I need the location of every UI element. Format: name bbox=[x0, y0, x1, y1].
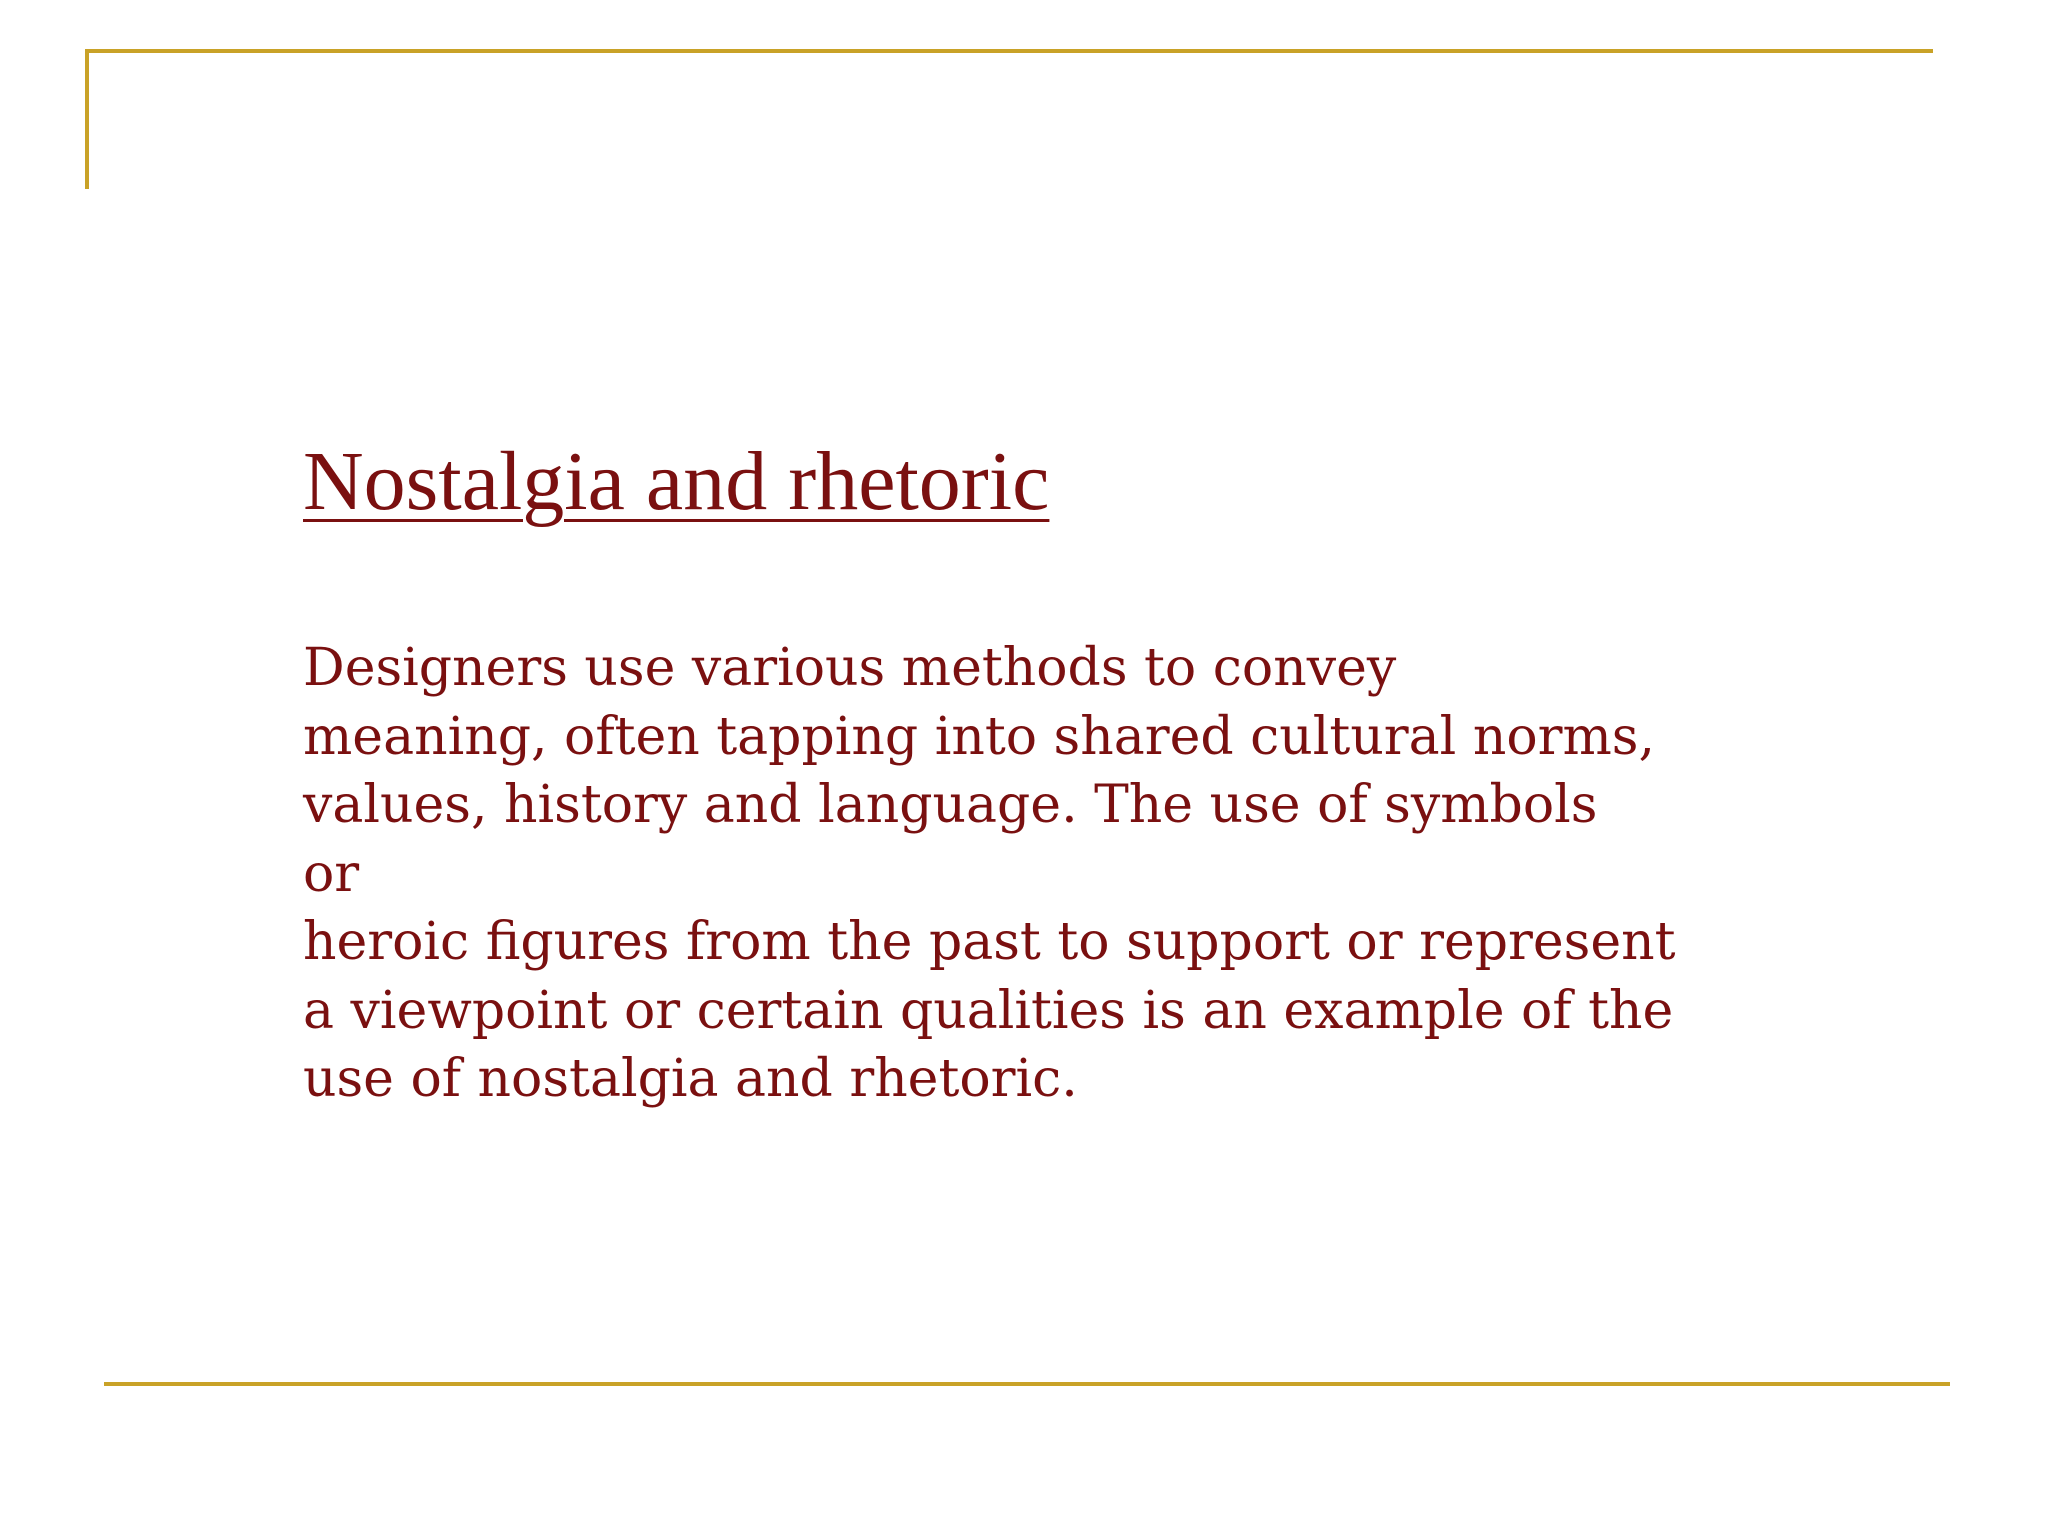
bottom-divider-line bbox=[104, 1382, 1950, 1386]
body-line: or bbox=[303, 843, 360, 904]
slide-title: Nostalgia and rhetoric bbox=[303, 435, 1050, 528]
body-paragraph bbox=[303, 634, 1803, 1114]
body-line: Designers use various methods to convey bbox=[303, 638, 1397, 698]
body-line: values, history and language. The use of symbols bbox=[303, 775, 1598, 835]
body-line: use of nostalgia and rhetoric. bbox=[303, 1049, 1078, 1109]
top-divider-line bbox=[85, 49, 1933, 53]
body-line: heroic figures from the past to support or represent bbox=[303, 912, 1676, 972]
body-line: a viewpoint or certain qualities is an example of the bbox=[303, 980, 1674, 1041]
body-line: meaning, often tapping into shared cultural norms, bbox=[303, 706, 1655, 767]
left-corner-line bbox=[85, 49, 89, 189]
